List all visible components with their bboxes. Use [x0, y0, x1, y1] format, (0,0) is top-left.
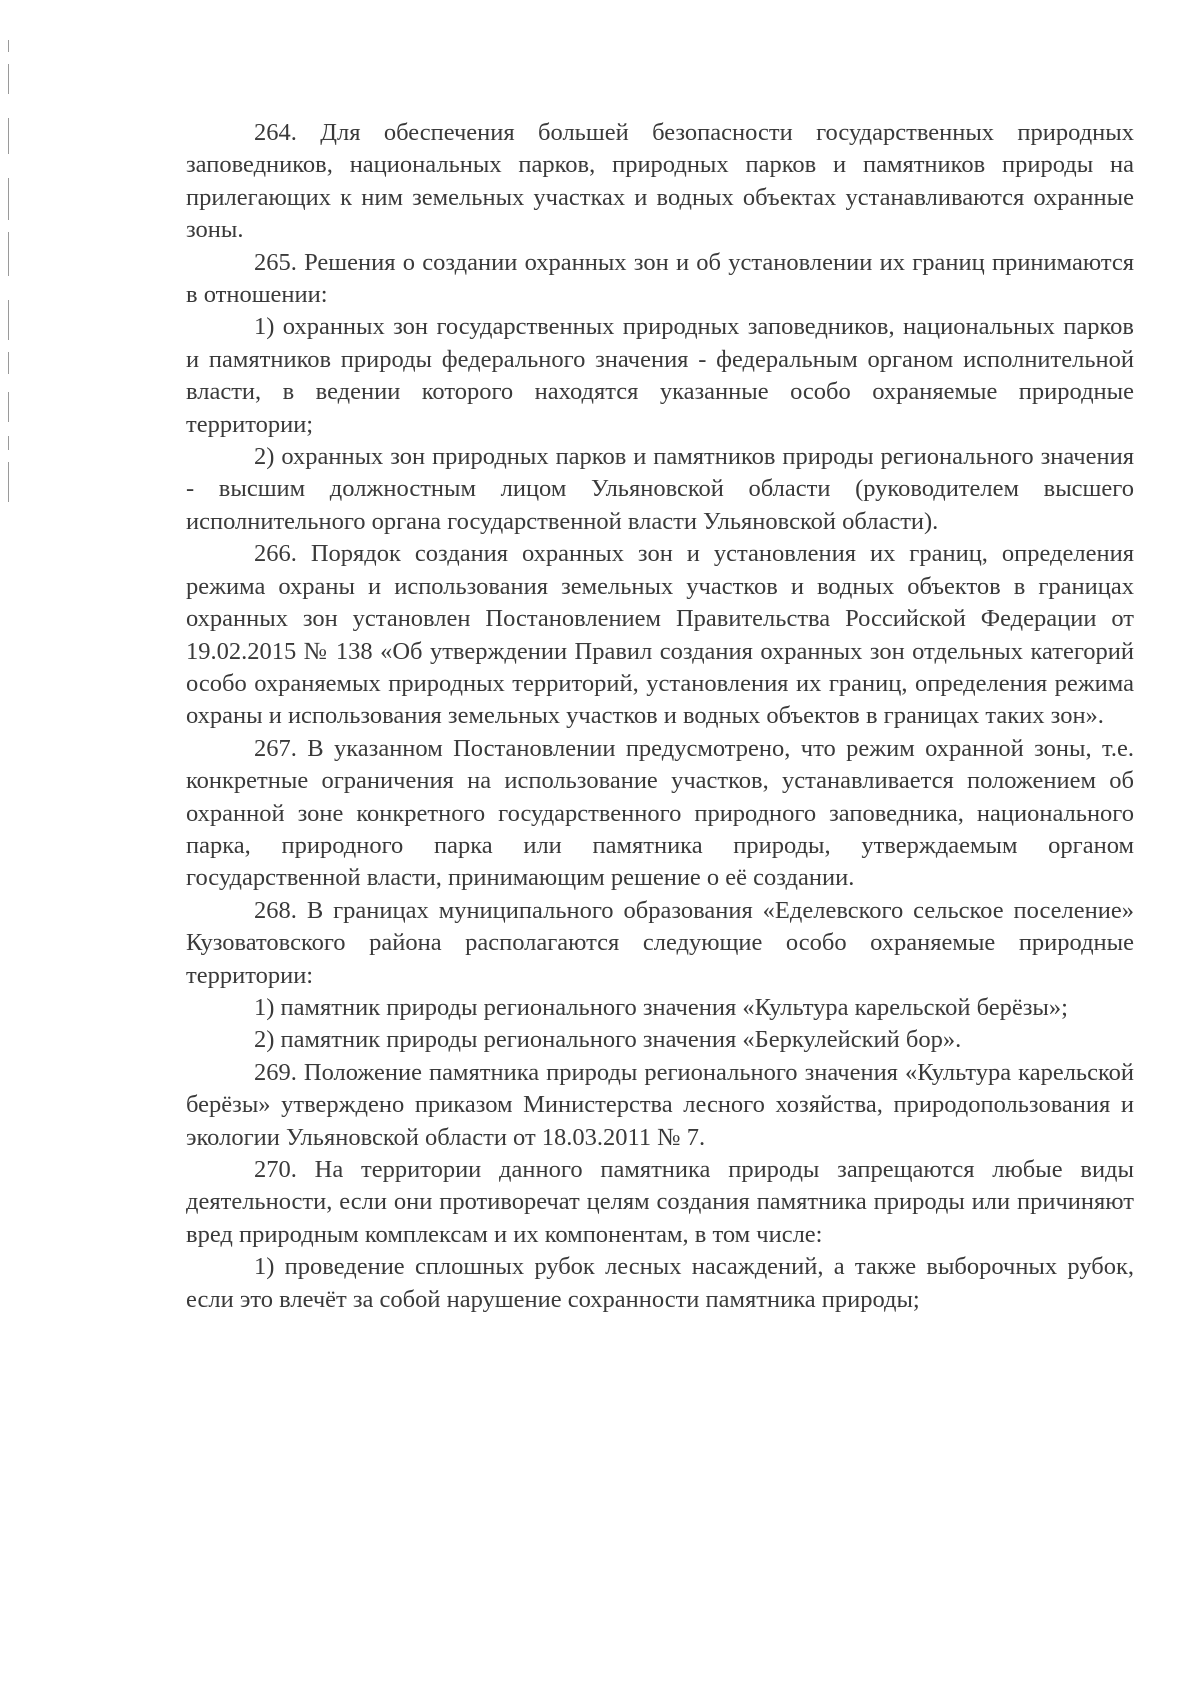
list-item-268-2: 2) памятник природы регионального значения «Беркулейский бор». [254, 1026, 962, 1054]
list-item-265-1: 1) охранных зон государственных природных заповедников, национальных парков и памятников природы федерального значения - федеральным органом исполнительной власти, в ведении которого находятся указанные особо охраняемые природные территории; [186, 313, 1134, 438]
scan-edge-line [8, 436, 9, 450]
paragraph-268: 268. В границах муниципального образования «Еделевского сельское поселение» Кузоватовского района располагаются следующие особо охраняемые природные территории: [186, 896, 1134, 989]
scan-edge-line [8, 300, 9, 340]
scan-edge-line [8, 392, 9, 422]
paragraph-265: 265. Решения о создании охранных зон и об установлении их границ принимаются в отношении: [186, 248, 1134, 309]
scan-edge-line [8, 178, 9, 220]
paragraph-270: 270. На территории данного памятника природы запрещаются любые виды деятельности, если они противоречат целям создания памятника природы или причиняют вред природным комплексам и их компонентам, в том числе: [186, 1156, 1134, 1248]
list-item-268-1: 1) памятник природы регионального значения «Культура карельской берёзы»; [254, 993, 1068, 1021]
list-item-270-1: 1) проведение сплошных рубок лесных насаждений, а также выборочных рубок, если это влечёт за собой нарушение сохранности памятника природы; [186, 1253, 1134, 1313]
scan-edge-line [8, 352, 9, 374]
document-body [186, 117, 1134, 1316]
paragraph-264: 264. Для обеспечения большей безопасности государственных природных заповедников, национальных парков, природных парков и памятников природы на прилегающих к ним земельных участках и водных объектах устанавливаются охранные зоны. [186, 119, 1134, 244]
list-item-265-2: 2) охранных зон природных парков и памятников природы регионального значения - высшим должностным лицом Ульяновской области (руководителем высшего исполнительного органа государственной власти Ульяновской области). [186, 443, 1134, 535]
scan-edge-line [8, 64, 9, 94]
scan-edge-line [8, 40, 9, 52]
paragraph-266: 266. Порядок создания охранных зон и установления их границ, определения режима охраны и использования земельных участков и водных объектов в границах охранных зон установлен Постановлением Правительства Российской Федерации от 19.02.2015 № 138 «Об утверждении Правил создания охранных зон отдельных категорий особо охраняемых природных территорий, установления их границ, определения режима охраны и использования земельных участков и водных объектов в границах таких зон». [186, 540, 1134, 730]
scan-edge-line [8, 232, 9, 276]
scan-edge-line [8, 462, 9, 502]
scan-edge-line [8, 118, 9, 154]
paragraph-269: 269. Положение памятника природы регионального значения «Культура карельской берёзы» утверждено приказом Министерства лесного хозяйства, природопользования и экологии Ульяновской области от 18.03.2011 № 7. [186, 1058, 1134, 1151]
paragraph-267: 267. В указанном Постановлении предусмотрено, что режим охранной зоны, т.е. конкретные ограничения на использование участков, устанавливается положением об охранной зоне конкретного государственного природного заповедника, национального парка, природного парка или памятника природы, утверждаемым органом государственной власти, принимающим решение о её создании. [186, 734, 1134, 892]
